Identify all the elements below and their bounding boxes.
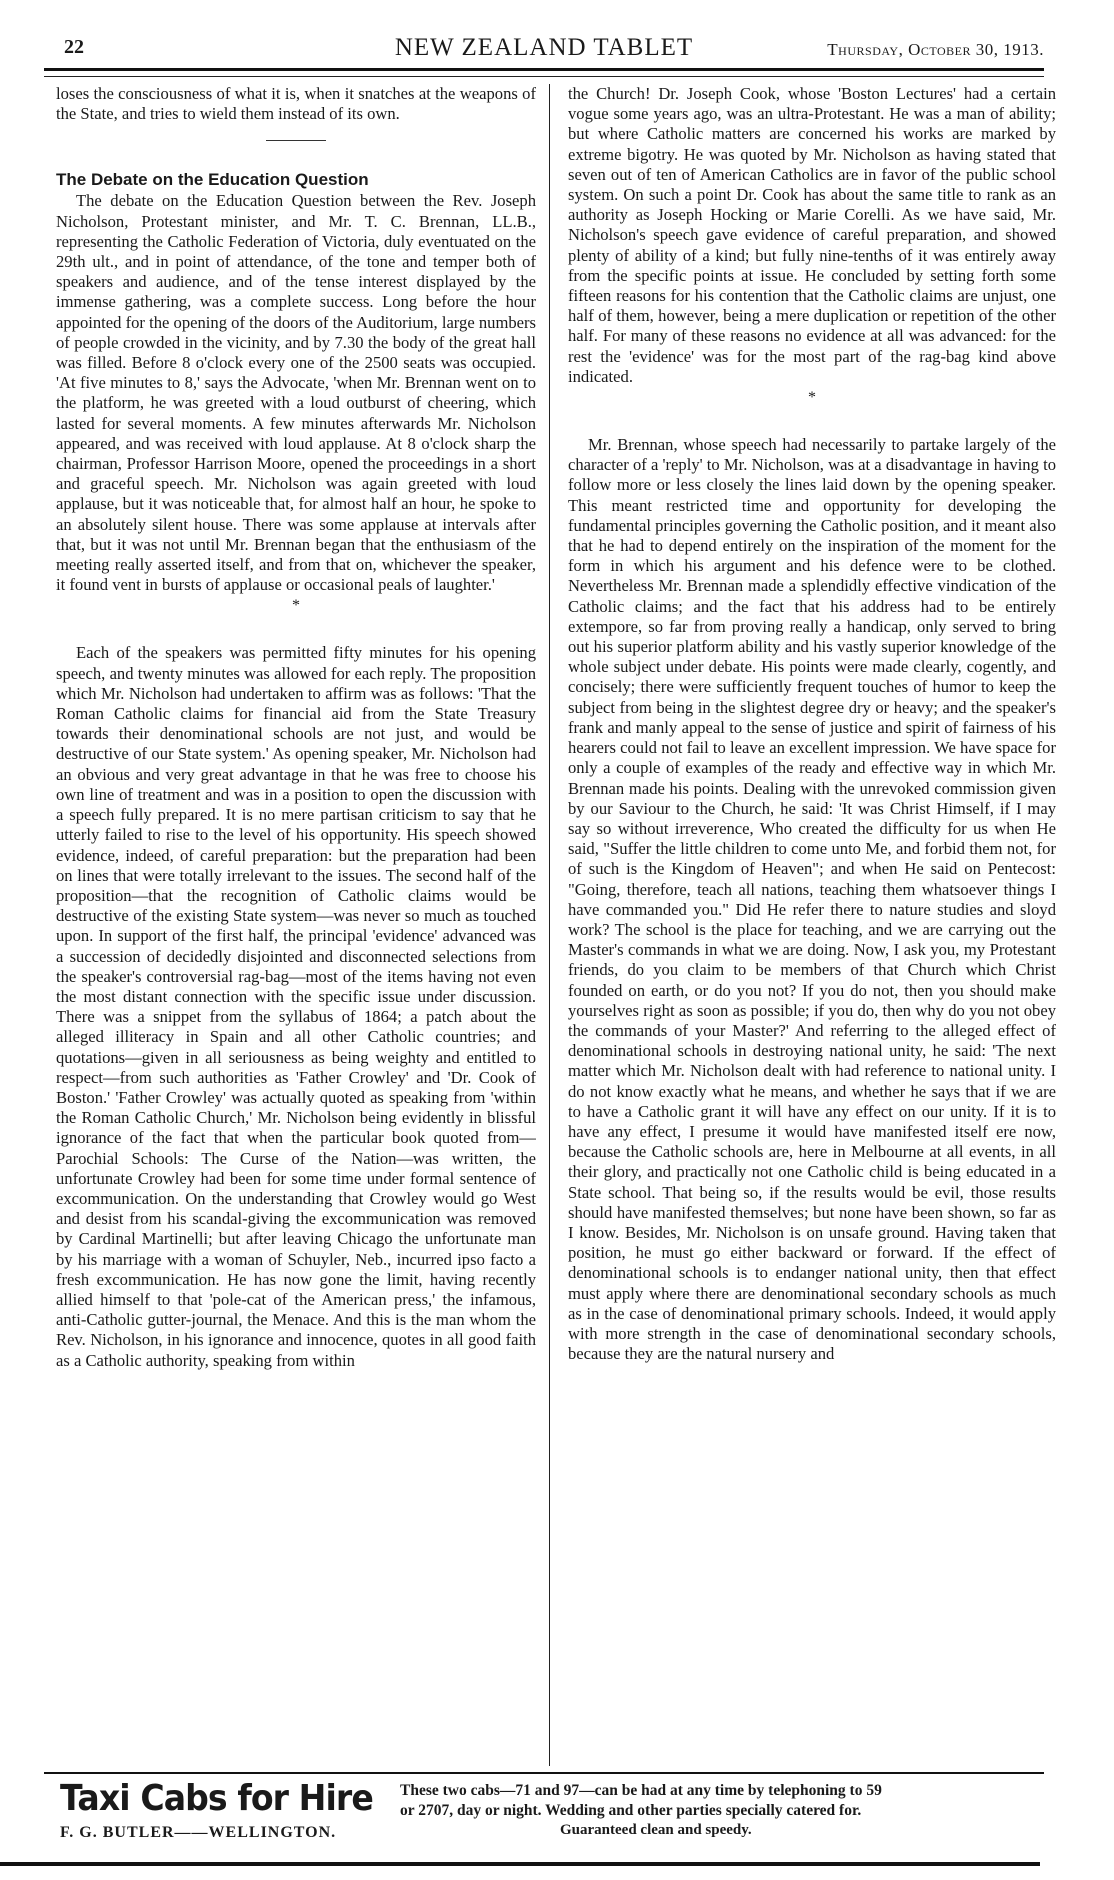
publication-title: NEW ZEALAND TABLET xyxy=(394,34,694,61)
ad-headline: Taxi Cabs for Hire xyxy=(60,1778,373,1819)
paragraph: The debate on the Education Question between the Rev. Joseph Nicholson, Protestant minister, and Mr. T. C. Brennan, LL.B., representing the Catholic Federation of Victoria, duly eventuated on the 29th ult., and in point of attendance, of the tone and temper both of speakers and audience, and of the tense interest displayed by the immense gathering, was a complete success. Long before the hour appointed for the opening of the doors of the Auditorium, large numbers of people crowded in the vicinity, and by 7.30 the body of the great hall was filled. Before 8 o'clock every one of the 2500 seats was occupied. 'At five minutes to 8,' says the Advocate, 'when Mr. Brennan went on to the platform, he was greeted with a loud outburst of cheering, which lasted for several moments. A few minutes afterwards Mr. Nicholson appeared, and was received with loud applause. At 8 o'clock sharp the chairman, Professor Harrison Moore, opened the proceedings in a short and graceful speech. Mr. Nicholson was again greeted with loud applause, but it was noticeable that, for almost half an hour, he spoke to an absolutely silent house. There was some applause at intervals after that, but it was not until Mr. Brennan began that the enthusiasm of the meeting really asserted itself, and from that on, whichever the speaker, it found vent in bursts of applause or occasional peals of laughter.' xyxy=(56,191,536,595)
section-separator: * xyxy=(808,389,816,407)
ad-advertiser: F. G. BUTLER——WELLINGTON. xyxy=(60,1824,337,1841)
bottom-rule xyxy=(0,1862,1040,1866)
ad-text-line: or 2707, day or night. Wedding and other parties specially catered for. xyxy=(400,1802,862,1819)
footer-rule xyxy=(44,1772,1044,1774)
article-heading: The Debate on the Education Question xyxy=(56,170,369,190)
right-column xyxy=(568,84,1056,1770)
masthead xyxy=(44,34,1044,71)
page-number: 22 xyxy=(64,36,84,58)
paragraph: Mr. Brennan, whose speech had necessarily to partake largely of the character of a 'reply' to Mr. Nicholson, was at a disadvantage in having to follow more or less closely the lines laid down by the opening speaker. This meant restricted time and opportunity for developing the fundamental principles governing the Catholic position, and it meant also that he had to depend entirely on the inspiration of the moment for the form in which his argument and his defence were to be clothed. Nevertheless Mr. Brennan made a splendidly effective vindication of the Catholic claims; and the fact that his address had to be entirely extempore, so far from proving really a handicap, only served to bring out his superior platform ability and his vastly superior knowledge of the whole subject under debate. His points were made clearly, cogently, and concisely; there were sufficiently frequent touches of humor to keep the subject from being in the slightest degree dry or heavy; and the speaker's frank and manly appeal to the sense of justice and spirit of fairness of his hearers could not fail to leave an excellent impression. We have space for only a couple of examples of the ready and effective way in which Mr. Brennan made his points. Dealing with the unrevoked commission given by our Saviour to the Church, he said: 'It was Christ Himself, if I may say so without irreverence, Who created the difficulty for us when He said, "Suffer the little children to come unto Me, and forbid them not, for of such is the Kingdom of Heaven"; and when He said on Pentecost: "Going, therefore, teach all nations, teaching them whatsoever things I have commanded you." Did He refer there to nature studies and sloyd work? The school is the place for teaching, and we are carrying out the Master's commands in what we are doing. Now, I ask you, my Protestant friends, do you claim to be members of that Church which Christ founded on earth, or do you not? If you do not, then you should make yourselves right as soon as possible; if you do, then why do you not obey the commands of your Master?' And referring to the alleged effect of denominational schools in destroying national unity, he said: 'The next matter which Mr. Nicholson dealt with had reference to national unity. I do not know exactly what he means, and whether he says that if we are to have a Catholic grant it will have any effect on our unity. If it is to have any effect, I presume it would have manifested itself ere now, because the Catholic schools are, here in Melbourne at all events, in all their glory, and practically not one Catholic child is being educated in a State school. That being so, if the results would be evil, those results should have manifested themselves; but none have been shown, so far as I know. Besides, Mr. Nicholson is on unsafe ground. Having taken that position, he must go either backward or forward. If the effect of denominational schools is to endanger national unity, then that effect must apply where there are denominational secondary schools as much as in the case of denominational primary schools. Indeed, it would apply with more strength in the case of denominational secondary schools, because they are the natural nursery and xyxy=(568,435,1056,1364)
issue-date: Thursday, October 30, 1913. xyxy=(827,40,1044,59)
paragraph: Each of the speakers was permitted fifty minutes for his opening speech, and twenty minutes was allowed for each reply. The proposition which Mr. Nicholson had undertaken to affirm was as follows: 'That the Roman Catholic claims for financial aid from the State Treasury towards their denominational schools are not just, and would be destructive of our State system.' As opening speaker, Mr. Nicholson had an obvious and very great advantage in that he was free to choose his own line of treatment and was in a position to open the discussion with a speech fully prepared. It is no mere partisan criticism to say that he utterly failed to rise to the level of his opportunity. His speech showed evidence, indeed, of careful preparation: but the preparation had been on lines that were totally irrelevant to the issues. The second half of the proposition—that the recognition of Catholic claims would be destructive of the existing State system—was never so much as touched upon. In support of the first half, the principal 'evidence' advanced was a succession of decidedly disjointed and disconnected selections from the speaker's controversial rag-bag—most of the items having not even the most distant connection with the specific issue under discussion. There was a snippet from the syllabus of 1864; a patch about the alleged illiteracy in Spain and all other Catholic countries; and quotations—given in all seriousness as being weighty and entitled to respect—from such authorities as 'Father Crowley' and 'Dr. Cook of Boston.' 'Father Crowley' was actually quoted as speaking from 'within the Roman Catholic Church,' Mr. Nicholson being evidently in blissful ignorance of the fact that when the particular book quoted from—Parochial Schools: The Curse of the Nation—was written, the unfortunate Crowley had been for some time under formal sentence of excommunication. On the understanding that Crowley would go West and desist from his scandal-giving the excommunication was removed by Cardinal Martinelli; but after leaving Chicago the unfortunate man by his marriage with a woman of Schuyler, Neb., incurred ipso facto a fresh excommunication. He has now gone the limit, having recently allied himself to that 'pole-cat of the American press,' the infamous, anti-Catholic gutter-journal, the Menace. And this is the man whom the Rev. Nicholson, in his ignorance and innocence, quotes in all good faith as a Catholic authority, speaking from within xyxy=(56,643,536,1370)
section-separator: * xyxy=(292,597,300,615)
ad-text-line: Guaranteed clean and speedy. xyxy=(560,1822,752,1838)
section-rule xyxy=(266,140,326,141)
ad-text-line: These two cabs—71 and 97—can be had at any time by telephoning to 59 xyxy=(400,1782,882,1799)
article-intro: loses the consciousness of what it is, when it snatches at the weapons of the State, and tries to wield them instead of its own. xyxy=(56,84,536,124)
taxi-advertisement xyxy=(60,1778,1050,1858)
paragraph: the Church! Dr. Joseph Cook, whose 'Boston Lectures' had a certain vogue some years ago, was an ultra-Protestant. He was a man of ability; but where Catholic matters are concerned his works are marked by extreme bigotry. He was quoted by Mr. Nicholson as having stated that seven out of ten of American Catholics are in favor of the public school system. On such a point Dr. Cook has about the same title to rank as an authority as Joseph Hocking or Marie Corelli. As we have said, Mr. Nicholson's speech gave evidence of careful preparation, and showed plenty of ability of a kind; but fully nine-tenths of it was entirely away from the specific points at issue. He concluded by setting forth some fifteen reasons for his contention that the Catholic claims are unjust, one half of them, however, being a mere duplication or repetition of the other half. For many of these reasons no evidence at all was advanced: for the rest the 'evidence' was for the most part of the rag-bag kind above indicated. xyxy=(568,84,1056,386)
left-column xyxy=(56,84,536,1770)
header-rule xyxy=(44,76,1044,77)
column-divider xyxy=(549,84,550,1766)
